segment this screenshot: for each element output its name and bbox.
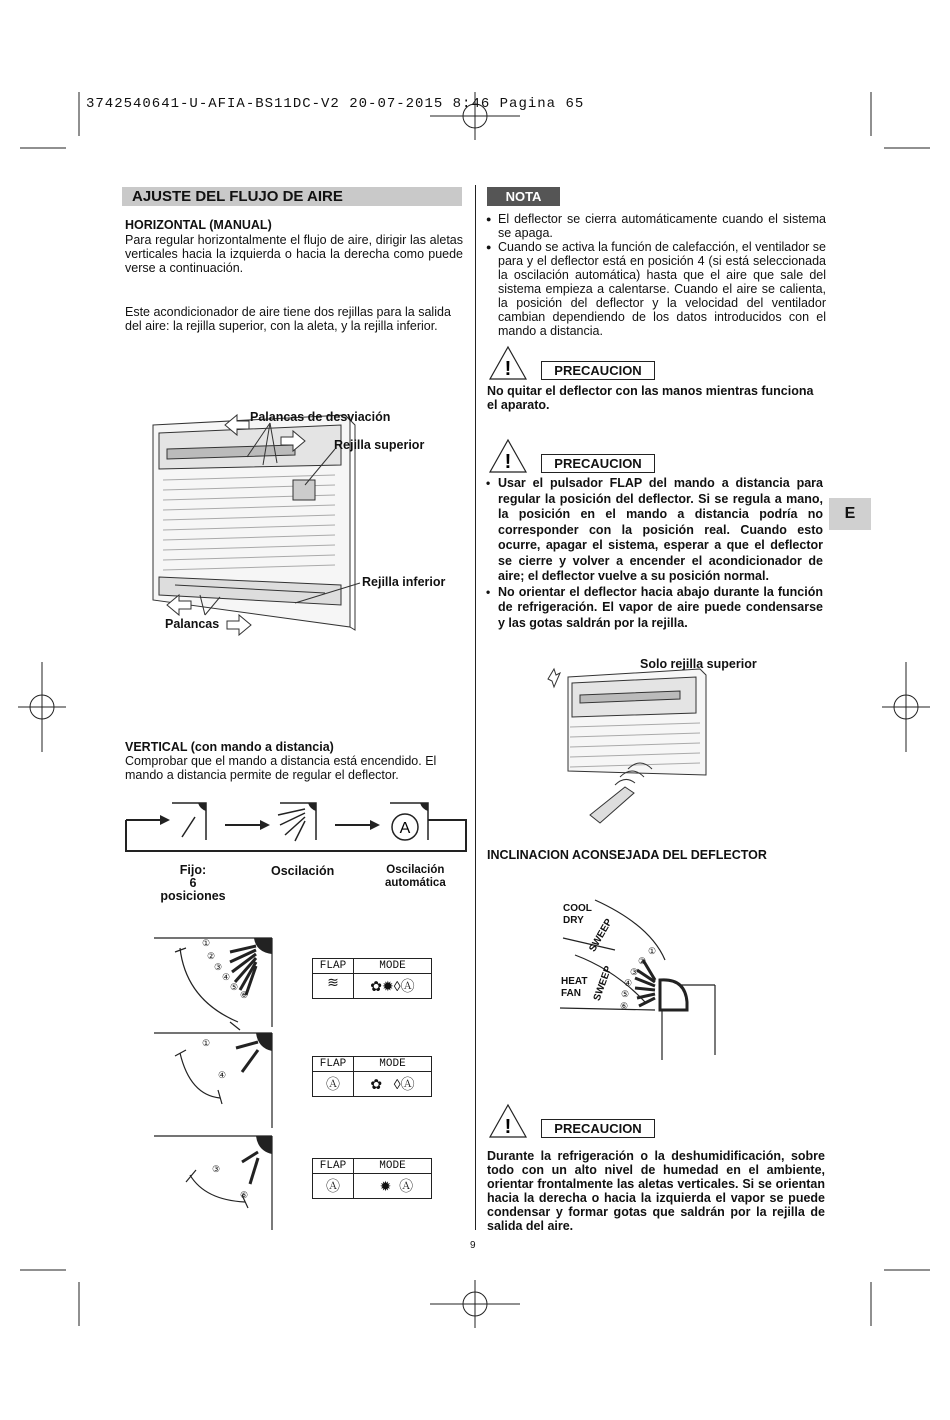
incl-fan-label: FAN (561, 988, 581, 999)
remote-panel-1: FLAP MODE ≋ ✿✹◊Ⓐ (312, 958, 432, 999)
incl-sweep-label-bottom: SWEEP (591, 964, 615, 1003)
vertical-heading: VERTICAL (con mando a distancia) (125, 740, 334, 754)
remote-control-illustration (540, 665, 715, 830)
remote-panel-3: FLAP MODE Ⓐ ✹ Ⓐ (312, 1158, 432, 1199)
label-upper-grille: Rejilla superior (334, 438, 425, 452)
incl-dry-label: DRY (563, 915, 584, 926)
mode-auto-sweep-label: Oscilación (386, 864, 445, 876)
inclination-heading: INCLINACION ACONSEJADA DEL DEFLECTOR (487, 848, 767, 862)
svg-text:!: ! (504, 358, 512, 380)
incl-cool-label: COOL (563, 903, 592, 914)
mode-fixed-label: Fijo: (179, 863, 207, 877)
print-header: 3742540641-U-AFIA-BS11DC-V2 20-07-2015 8:46 Pagina 65 (86, 96, 585, 112)
horizontal-heading: HORIZONTAL (MANUAL) (125, 218, 272, 232)
label-lower-grille: Rejilla inferior (362, 575, 446, 589)
incl-sweep-label-top: SWEEP (587, 917, 615, 954)
label-upper-only: Solo rejilla superior (640, 657, 757, 671)
page-number: 9 (470, 1240, 476, 1251)
incl-heat-label: HEAT (561, 976, 588, 987)
warning-icon (488, 345, 528, 381)
label-deflection-levers: Palancas de desviación (250, 410, 391, 424)
language-tab: E (829, 498, 871, 530)
svg-text:!: ! (504, 1116, 512, 1138)
mode-auto-sweep-sub: automática (385, 877, 446, 889)
caution-label: PRECAUCION (541, 454, 655, 473)
flap-positions-diagram (150, 930, 280, 1230)
section-title: AJUSTE DEL FLUJO DE AIRE (122, 187, 462, 206)
grilles-text: Este acondicionador de aire tiene dos rejillas para la salida del aire: la rejilla superior, con la aleta, y la rejilla inferior. (125, 305, 451, 333)
nota-item: ● El deflector se cierra automáticamente cuando el sistema se apaga. (486, 212, 826, 240)
remote-panel-2: FLAP MODE Ⓐ ✿ ◊Ⓐ (312, 1056, 432, 1097)
caution-label: PRECAUCION (541, 1119, 655, 1138)
svg-text:!: ! (504, 451, 512, 473)
nota-badge: NOTA (487, 187, 560, 206)
vertical-text: Comprobar que el mando a distancia está encendido. El mando a distancia permite de regular el deflector. (125, 754, 437, 782)
warning-icon (488, 1103, 528, 1139)
svg-text:A: A (399, 820, 411, 837)
column-divider (475, 185, 476, 1230)
mode-cycle-diagram (120, 795, 470, 860)
nota-item: ● Cuando se activa la función de calefacción, el ventilador se para y el deflector está en posición 4 (si está seleccionada la oscilación automática) hasta que el aire que sale del sistema empieza a calentarse. Cuando el aire se calienta, la posición del deflector y la velocidad del ventilador cambian dependiendo de los datos introducidos con el mando a distancia. (486, 240, 826, 338)
caution3-text: Durante la refrigeración o la deshumidificación, sobre todo con un alto nivel de humedad en el ambiente, orientar frontalmente las aletas verticales. Si se orientan hacia la derecha o hacia la izquierda el vapor se puede condensar y formar gotas que saldrán por la rejilla de salida del aire. (487, 1149, 825, 1233)
mode-fixed-number: 6 (189, 876, 197, 890)
caution2-item: • Usar el pulsador FLAP del mando a distancia para regular la posición del deflector. Si se regula a mano, la posición en el mando a distancia podría no corresponder con la posición real. Cuando esto ocurre, apagar el sistema, esperar a que el deflector se cierre y volver a encender el acondicionador de aire; el deflector vuelve a su posición normal. (486, 476, 823, 585)
warning-icon (488, 438, 528, 474)
mode-sweep-label: Oscilación (271, 864, 335, 878)
caution1-text: No quitar el deflector con las manos mientras funciona el aparato. (487, 384, 814, 412)
caution2-item: • No orientar el deflector hacia abajo durante la función de refrigeración. El vapor de aire puede condensarse y las gotas saldrán por la rejilla. (486, 585, 823, 632)
mode-fixed-sub: posiciones (160, 889, 226, 903)
label-levers: Palancas (165, 617, 220, 631)
horizontal-text: Para regular horizontalmente el flujo de aire, dirigir las aletas verticales hacia la izquierda o hacia la derecha como puede verse a continuación. (125, 233, 463, 275)
caution-label: PRECAUCION (541, 361, 655, 380)
